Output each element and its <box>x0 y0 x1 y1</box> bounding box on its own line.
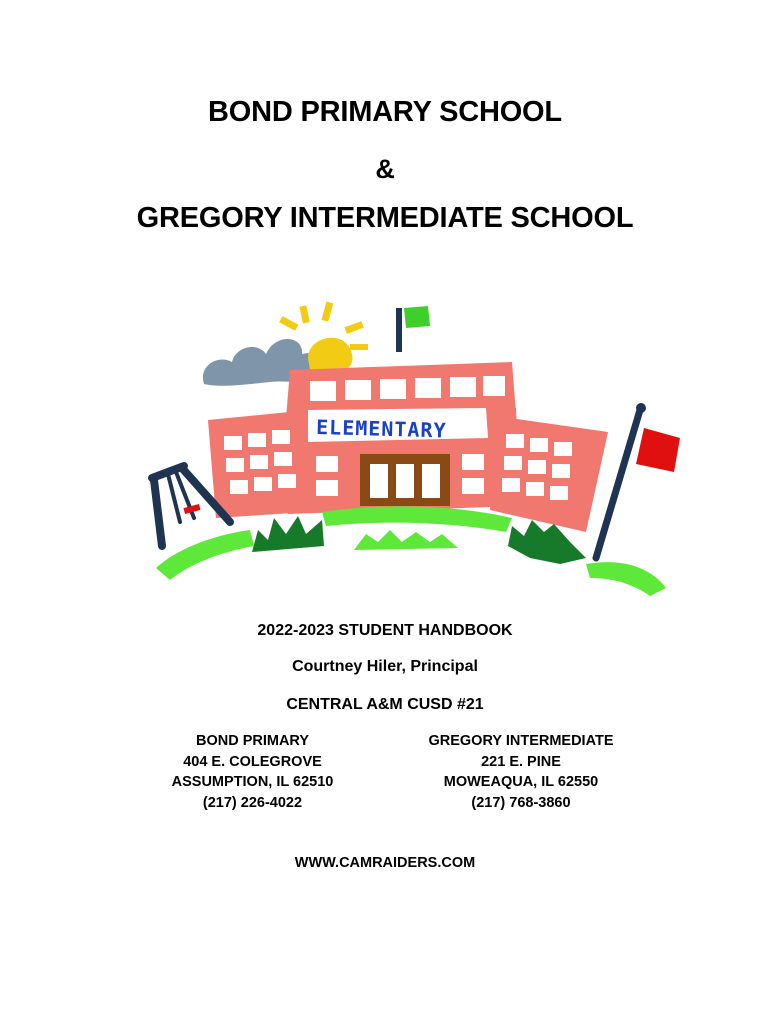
school-title-gregory: GREGORY INTERMEDIATE SCHOOL <box>136 202 634 234</box>
bond-street: 404 E. COLEGROVE <box>183 753 322 770</box>
gregory-address-block <box>410 731 632 813</box>
gregory-street: 221 E. PINE <box>481 753 561 770</box>
grass-right <box>586 562 666 596</box>
gregory-city: MOWEAQUA, IL 62550 <box>443 774 599 790</box>
school-building-illustration <box>140 296 690 600</box>
bush-center <box>354 530 458 550</box>
gregory-name: GREGORY INTERMEDIATE <box>428 733 614 749</box>
school-title-bond: BOND PRIMARY SCHOOL <box>208 96 562 128</box>
building-right-wing <box>490 416 608 532</box>
bond-address-block <box>150 731 355 813</box>
green-flag-icon <box>396 306 430 352</box>
principal-name: Courtney Hiler, Principal <box>292 658 478 675</box>
red-flag-icon <box>596 403 680 558</box>
gregory-phone: (217) 768-3860 <box>471 794 571 811</box>
bush-left <box>252 516 324 552</box>
bond-city: ASSUMPTION, IL 62510 <box>171 774 334 790</box>
website-link[interactable]: WWW.CAMRAIDERS.COM <box>294 855 476 871</box>
title-ampersand: & <box>375 154 395 184</box>
door-icon <box>360 454 450 506</box>
bond-name: BOND PRIMARY <box>195 733 310 749</box>
handbook-title: 2022-2023 STUDENT HANDBOOK <box>257 622 513 639</box>
bond-phone: (217) 226-4022 <box>202 794 303 811</box>
grass-left <box>156 530 254 580</box>
district-name: CENTRAL A&M CUSD #21 <box>286 696 484 713</box>
grass-center <box>322 506 512 532</box>
sign-text: ELEMENTARY <box>315 415 447 443</box>
